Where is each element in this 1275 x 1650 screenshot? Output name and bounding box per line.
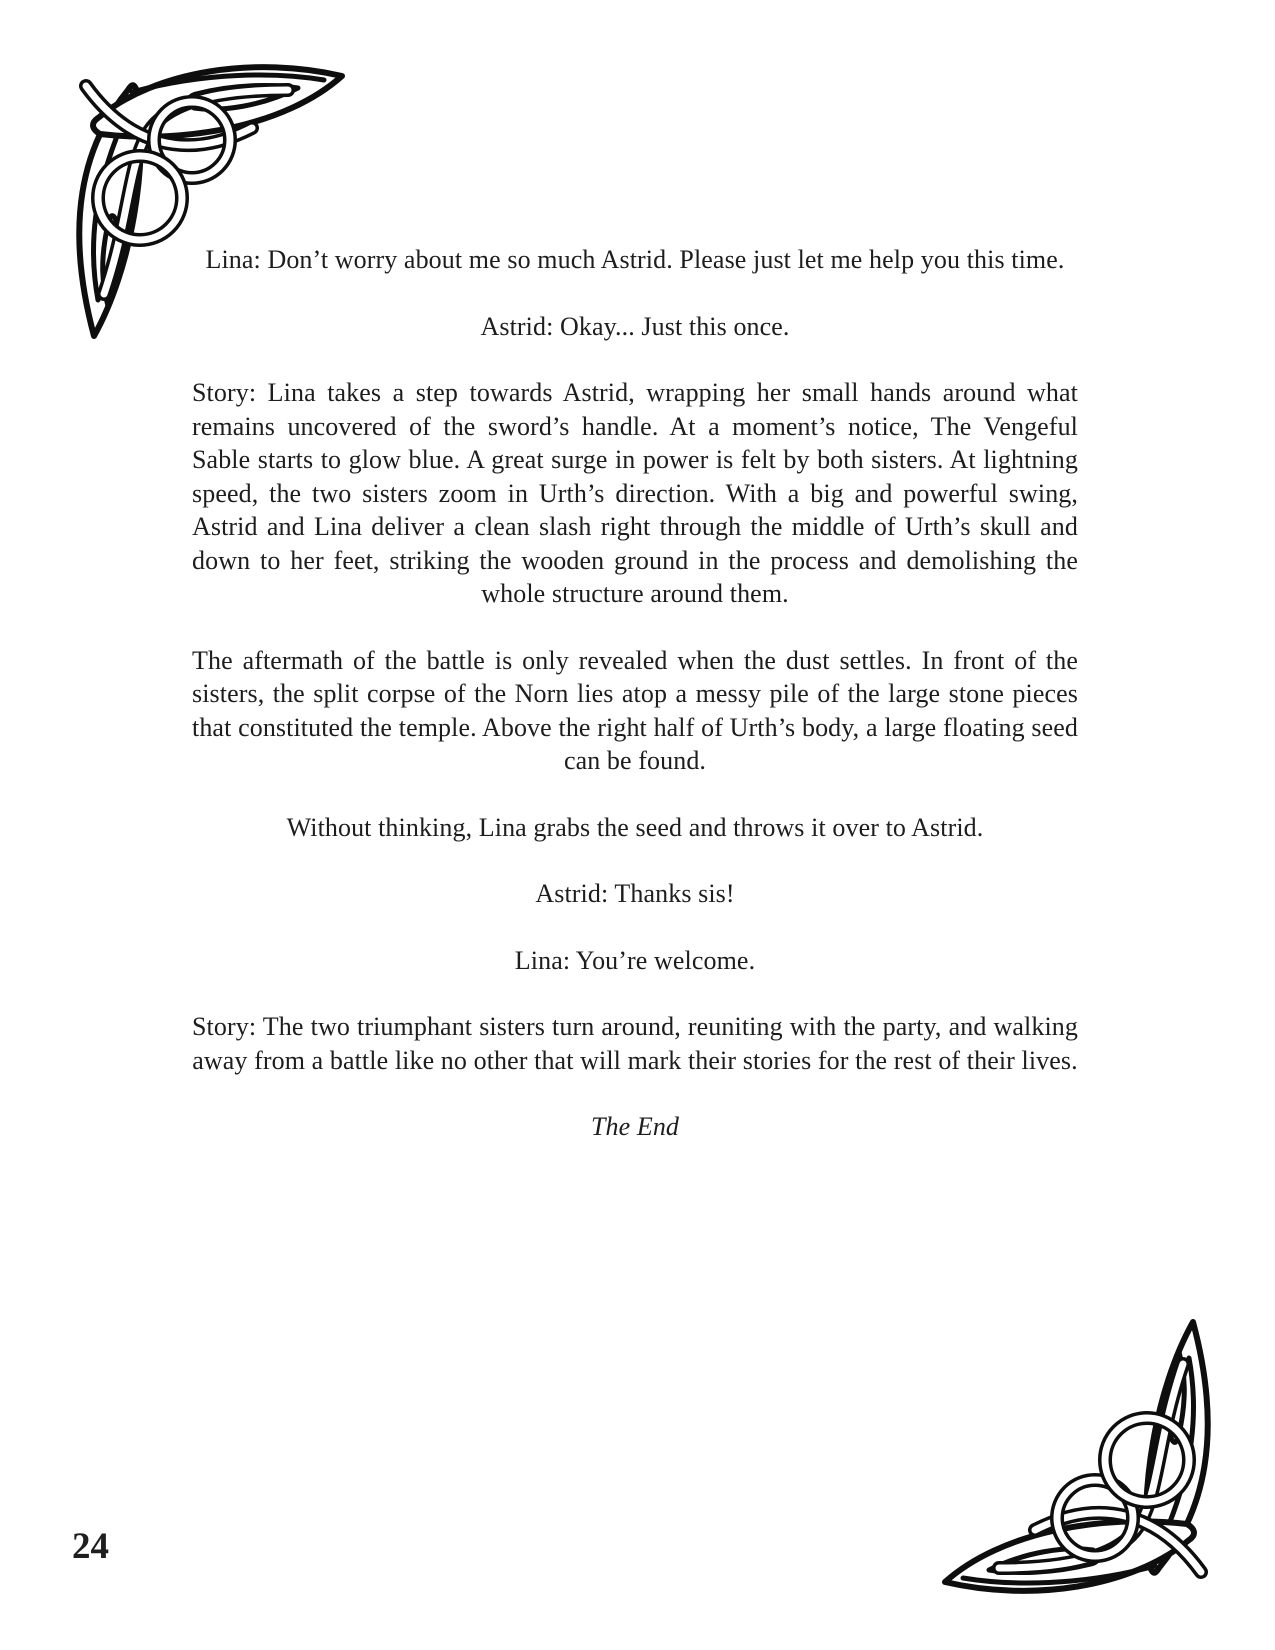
celtic-knot-corner-ornament-bottom-right	[939, 1310, 1251, 1630]
page-number: 24	[72, 1526, 109, 1567]
the-end-label: The End	[590, 1112, 680, 1141]
story-text-column	[192, 243, 1078, 1177]
story-paragraph: Story: Lina takes a step towards Astrid, wrapping her small hands around what remains uncovered of the sword’s handle. At a moment’s notice, The Vengeful Sable starts to glow blue. A great surge in power is felt by both sisters. At lightning speed, the two sisters zoom in Urth’s direction. With a big and powerful swing, Astrid and Lina deliver a clean slash right through the middle of Urth’s skull and down to her feet, striking the wooden ground in the process and demolishing the whole structure around them.	[192, 378, 1078, 608]
celtic-knot-graphic	[939, 1310, 1251, 1630]
dialog-paragraph-astrid: Astrid: Okay... Just this once.	[480, 311, 790, 341]
dialog-paragraph-astrid: Astrid: Thanks sis!	[535, 879, 735, 908]
dialog-paragraph-lina: Lina: Don’t worry about me so much Astrid. Please just let me help you this time.	[205, 245, 1065, 274]
story-paragraph: Story: The two triumphant sisters turn around, reuniting with the party, and walking away from a battle like no other that will mark their stories for the rest of their lives.	[192, 1012, 1078, 1075]
dialog-paragraph-lina: Lina: You’re welcome.	[514, 945, 756, 975]
story-paragraph: The aftermath of the battle is only revealed when the dust settles. In front of the sisters, the split corpse of the Norn lies atop a messy pile of the large stone pieces that constituted the temple. Above the right half of Urth’s body, a large floating seed can be found.	[192, 645, 1078, 775]
story-paragraph: Without thinking, Lina grabs the seed and throws it over to Astrid.	[286, 812, 984, 842]
